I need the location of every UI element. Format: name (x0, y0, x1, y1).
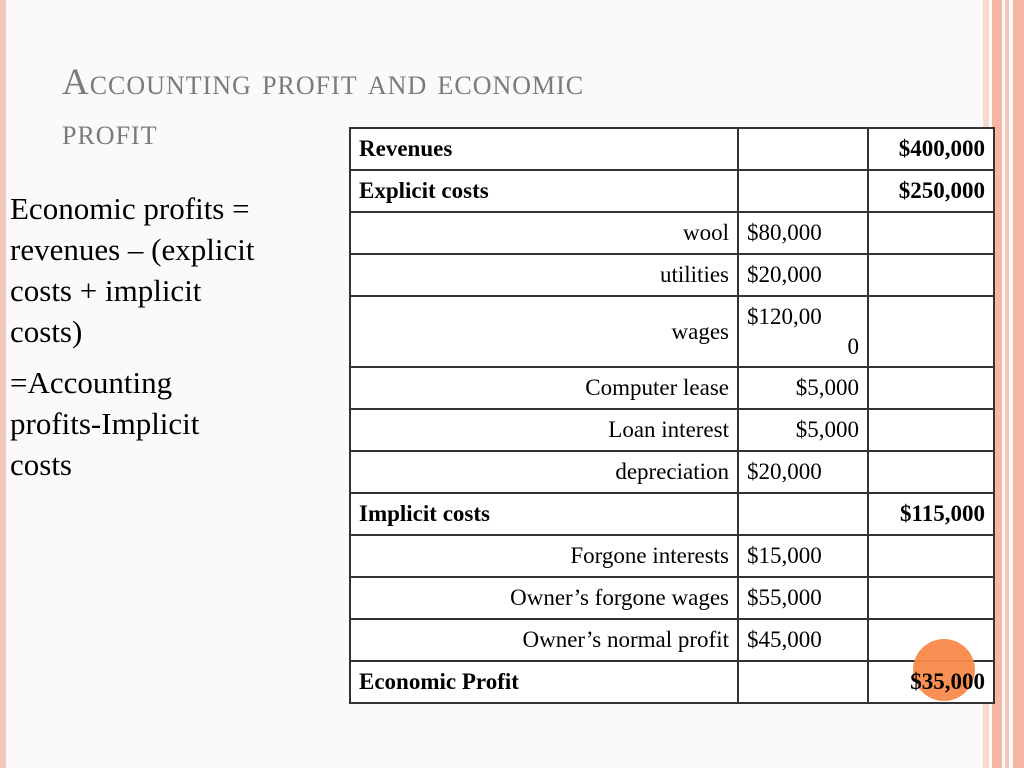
body-line: Economic profits = (10, 191, 250, 226)
item-label: Owner’s forgone wages (350, 577, 738, 619)
empty-cell (738, 661, 868, 703)
table-row (350, 619, 994, 661)
empty-cell (868, 535, 994, 577)
title-line-2: profit (62, 112, 158, 153)
table-row (350, 367, 994, 409)
empty-cell (738, 493, 868, 535)
body-line: revenues – (explicit (10, 232, 255, 267)
item-label: depreciation (350, 451, 738, 493)
item-label: utilities (350, 254, 738, 296)
right-stripe-4 (1013, 0, 1024, 768)
empty-cell (738, 128, 868, 170)
economic-profit-label: Economic Profit (350, 661, 738, 703)
item-value: $55,000 (738, 577, 868, 619)
empty-cell (868, 296, 994, 367)
table-row (350, 493, 994, 535)
table-row (350, 577, 994, 619)
explicit-costs-total: $250,000 (868, 170, 994, 212)
table-row (350, 254, 994, 296)
body-gap (10, 352, 330, 362)
item-value: $45,000 (738, 619, 868, 661)
empty-cell (868, 409, 994, 451)
body-line: costs (10, 447, 72, 482)
right-stripe-3 (1005, 0, 1009, 768)
body-line: costs + implicit (10, 273, 202, 308)
item-value: $5,000 (738, 367, 868, 409)
item-label: Forgone interests (350, 535, 738, 577)
table-row (350, 170, 994, 212)
wages-value-line-1: $120,00 (747, 303, 822, 329)
implicit-costs-total: $115,000 (868, 493, 994, 535)
definition-text (10, 188, 330, 485)
explicit-costs-label: Explicit costs (350, 170, 738, 212)
table-row (350, 409, 994, 451)
title-line-1: Accounting profit and economic (62, 62, 585, 103)
body-line: profits-Implicit (10, 406, 200, 441)
item-value: $20,000 (738, 254, 868, 296)
table-row (350, 128, 994, 170)
empty-cell (868, 254, 994, 296)
empty-cell (738, 170, 868, 212)
table-row (350, 451, 994, 493)
economic-profit-value: $35,000 (910, 669, 985, 694)
table-row (350, 661, 994, 703)
body-line: =Accounting (10, 365, 173, 400)
cost-table (349, 127, 995, 704)
revenues-total: $400,000 (868, 128, 994, 170)
body-line: costs) (10, 314, 83, 349)
empty-cell (868, 367, 994, 409)
item-label: Computer lease (350, 367, 738, 409)
item-label: wool (350, 212, 738, 254)
item-value: $15,000 (738, 535, 868, 577)
item-label: Loan interest (350, 409, 738, 451)
empty-cell (868, 577, 994, 619)
item-label: wages (350, 296, 738, 367)
item-value: $20,000 (738, 451, 868, 493)
left-accent-bar (0, 0, 6, 768)
implicit-costs-label: Implicit costs (350, 493, 738, 535)
item-label: Owner’s normal profit (350, 619, 738, 661)
item-value: $5,000 (738, 409, 868, 451)
empty-cell (868, 212, 994, 254)
empty-cell (868, 451, 994, 493)
table-row (350, 535, 994, 577)
revenues-label: Revenues (350, 128, 738, 170)
table-row (350, 212, 994, 254)
table-row (350, 296, 994, 367)
item-value: $80,000 (738, 212, 868, 254)
item-value (738, 296, 868, 367)
wages-value-line-2: 0 (847, 333, 859, 359)
